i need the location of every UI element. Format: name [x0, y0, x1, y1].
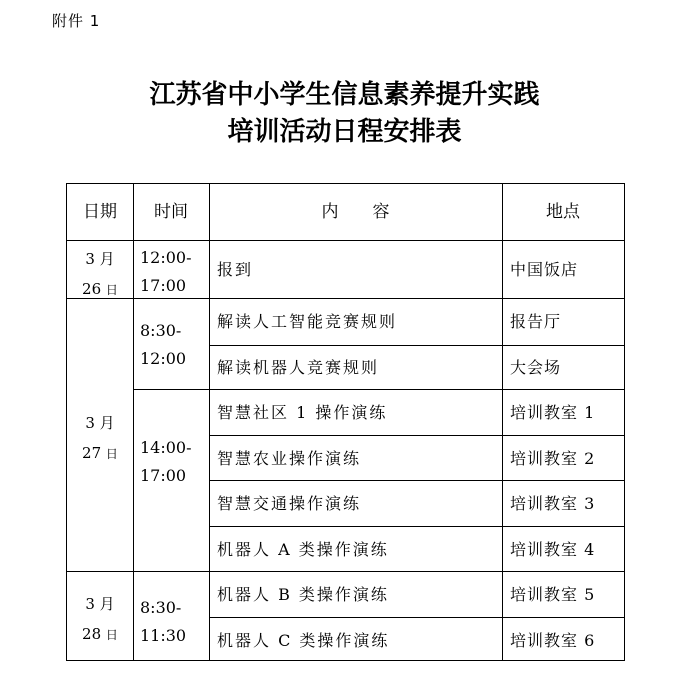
time-cell: 12:00- 17:00 — [140, 248, 192, 295]
row-content: 机器人 C 类操作演练 — [217, 631, 390, 650]
time-cell: 8:30- 12:00 — [140, 321, 187, 368]
time-cell: 8:30- 11:30 — [140, 598, 187, 645]
row-place: 培训教室 2 — [510, 449, 596, 468]
row-content: 解读人工智能竞赛规则 — [217, 312, 398, 331]
row-content: 机器人 A 类操作演练 — [217, 540, 389, 559]
row-content: 智慧交通操作演练 — [217, 494, 362, 513]
row-divider — [133, 389, 624, 390]
header-time: 时间 — [154, 202, 188, 222]
header-date: 日期 — [83, 202, 117, 222]
row-place: 培训教室 1 — [510, 403, 596, 422]
row-divider — [209, 345, 624, 346]
row-divider — [209, 617, 624, 618]
date-cell: 3 月 28 日 — [82, 595, 118, 643]
row-place: 报告厅 — [510, 312, 562, 331]
row-divider — [209, 435, 624, 436]
row-place: 大会场 — [510, 358, 562, 377]
row-divider — [209, 526, 624, 527]
attachment-label: 附件 1 — [52, 12, 101, 30]
row-place: 培训教室 6 — [510, 631, 596, 650]
document-title-line1: 江苏省中小学生信息素养提升实践 — [149, 80, 540, 110]
row-content: 报到 — [217, 260, 254, 279]
col-divider — [502, 184, 503, 660]
row-content: 智慧农业操作演练 — [217, 449, 362, 468]
row-content: 智慧社区 1 操作演练 — [217, 403, 388, 422]
header-place: 地点 — [546, 202, 580, 222]
row-place: 培训教室 5 — [510, 585, 596, 604]
row-divider — [67, 240, 624, 241]
date-cell: 3 月 27 日 — [82, 414, 118, 462]
date-cell: 3 月 26 日 — [82, 250, 118, 298]
time-cell: 14:00- 17:00 — [140, 438, 192, 485]
row-place: 培训教室 4 — [510, 540, 596, 559]
col-divider — [209, 184, 210, 660]
row-place: 培训教室 3 — [510, 494, 596, 513]
schedule-table — [66, 183, 625, 661]
header-content: 内 容 — [321, 202, 390, 222]
row-divider — [209, 480, 624, 481]
row-divider — [67, 571, 624, 572]
row-content: 机器人 B 类操作演练 — [217, 585, 389, 604]
row-content: 解读机器人竞赛规则 — [217, 358, 380, 377]
document-title-line2: 培训活动日程安排表 — [227, 117, 462, 147]
row-place: 中国饭店 — [510, 260, 579, 279]
col-divider — [133, 184, 134, 660]
